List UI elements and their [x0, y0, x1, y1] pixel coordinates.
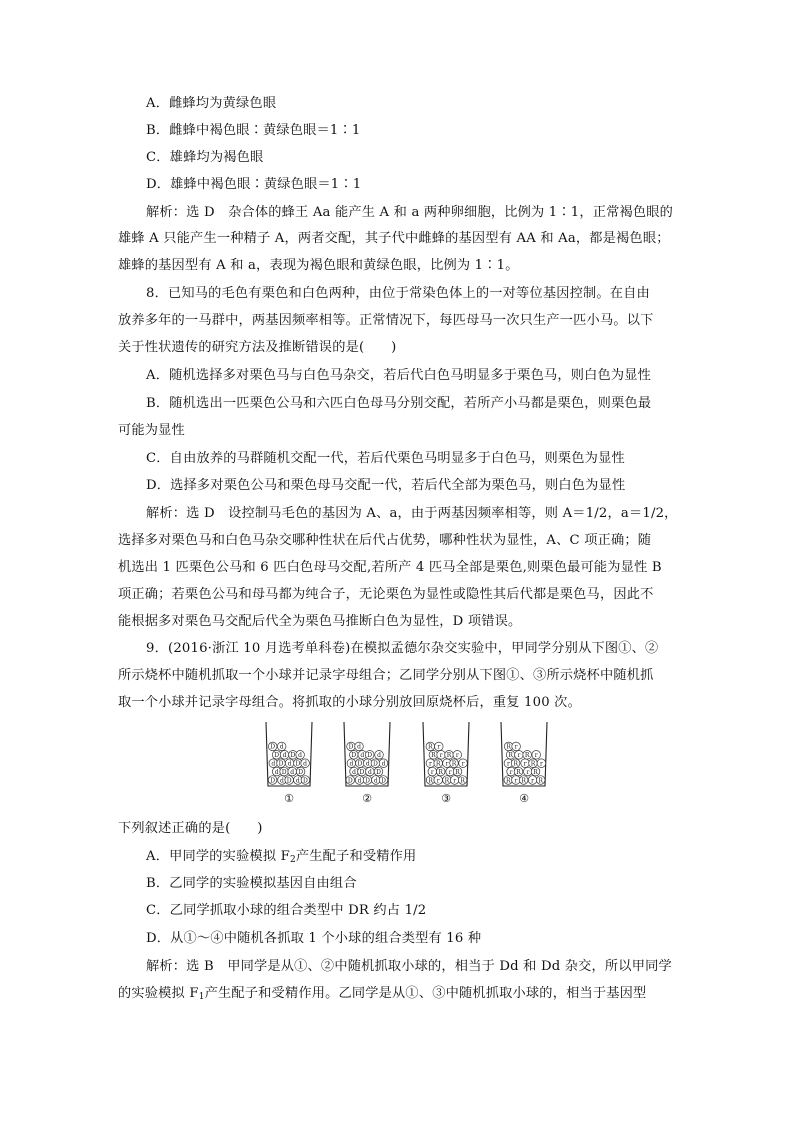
q8-analysis-line: 能根据多对栗色马交配后代全为栗色马推断白色为显性，D 项错误。 — [118, 614, 522, 629]
q9-analysis-line: 解析：选 B 甲同学是从①、②中随机抓取小球的，相当于 Dd 和 Dd 杂交，所以甲同学 — [146, 959, 672, 974]
ball-letter: d — [381, 760, 386, 768]
ball-letter: d — [365, 760, 370, 768]
ball-letter: d — [349, 760, 354, 768]
ball-letter: R — [460, 777, 465, 785]
q9-analysis-text: 的实验模拟 F — [118, 986, 199, 1001]
beaker-label: ③ — [441, 792, 451, 805]
ball-letter: D — [281, 768, 287, 776]
q9-option-a — [146, 847, 706, 870]
ball-letter: D — [270, 777, 276, 785]
ball-letter: D — [274, 752, 280, 760]
q8-analysis-line: 机选出 1 匹栗色公马和 6 匹白色母马交配,若所产 4 匹马全部是栗色,则栗色最可能为显性 B — [118, 560, 662, 575]
beaker-2 — [344, 722, 390, 805]
ball-letter: d — [373, 777, 378, 785]
ball-letter: d — [287, 760, 292, 768]
q8-option-c: C．自由放养的马群随机交配一代，若后代栗色马明显多于白色马，则栗色为显性 — [146, 451, 625, 466]
ball-letter: r — [448, 768, 452, 776]
ball-letter: R — [506, 777, 511, 785]
ball-letter: R — [533, 768, 538, 776]
ball-letter: r — [506, 760, 510, 768]
ball-letter: R — [428, 777, 433, 785]
ball-letter: d — [282, 752, 287, 760]
ball-letter: D — [270, 743, 276, 751]
ball-letter: R — [428, 743, 433, 751]
ball-letter: r — [526, 768, 530, 776]
q9-stem-line: 取一个小球并记录字母组合。将抓取的小球分别放回原烧杯后，重复 100 次。 — [118, 695, 581, 710]
ball-letter: r — [430, 768, 434, 776]
ball-letter: r — [523, 760, 527, 768]
ball-letter: R — [438, 768, 443, 776]
q7-analysis-line: 雄蜂 A 只能产生一种精子 A，两者交配，其子代中雌蜂的基因型有 AA 和 Aa，都是褐色眼； — [118, 231, 670, 246]
ball-letter: R — [506, 743, 511, 751]
ball-letter: R — [538, 777, 543, 785]
q9-stem-line: 所示烧杯中随机抓取一个小球并记录字母组合；乙同学分别从下图①、③所示烧杯中随机抓 — [118, 668, 654, 683]
q7-analysis-line: 解析：选 D 杂合体的蜂王 Aa 能产生 A 和 a 两种卵细胞，比例为 1∶1，正常褐色眼的 — [146, 205, 674, 220]
q7-option-a: A．雌蜂均为黄绿色眼 — [146, 96, 277, 111]
subscript: 1 — [198, 992, 205, 1002]
beaker-label: ① — [284, 792, 294, 805]
ball-letter: R — [455, 768, 460, 776]
beaker-1 — [266, 722, 312, 805]
ball-letter: D — [298, 768, 304, 776]
ball-letter: D — [348, 743, 354, 751]
ball-letter: D — [290, 752, 296, 760]
ball-letter: r — [453, 777, 457, 785]
ball-letter: R — [431, 752, 436, 760]
ball-letter: r — [439, 752, 443, 760]
ball-letter: r — [455, 752, 459, 760]
q9-question: 下列叙述正确的是( ) — [118, 821, 263, 836]
ball-letter: D — [351, 752, 357, 760]
ball-letter: D — [381, 777, 386, 785]
q8-analysis-line: 解析：选 D 设控制马毛色的基因为 A、a，由于两基因频率相等，则 A＝1/2，a＝1/2， — [146, 506, 678, 521]
ball-letter: D — [372, 760, 378, 768]
ball-letter: d — [295, 777, 300, 785]
ball-letter: d — [271, 760, 276, 768]
ball-letter: r — [428, 760, 432, 768]
ball-letter: R — [521, 777, 526, 785]
ball-letter: r — [517, 752, 521, 760]
ball-letter: R — [451, 760, 457, 768]
ball-letter: d — [303, 760, 308, 768]
q9-analysis-text-cont: 产生配子和受精作用。乙同学是从①、③中随机抓取小球的，相当于基因型 — [204, 986, 647, 1001]
ball-letter: d — [290, 768, 295, 776]
ball-letter: R — [530, 760, 536, 768]
ball-letter: D — [286, 777, 292, 785]
q8-option-a: A．随机选择多对栗色马与白色马杂交，若后代白色马明显多于栗色马，则白色为显性 — [146, 368, 652, 383]
ball-letter: r — [534, 752, 538, 760]
ball-letter: D — [357, 760, 363, 768]
ball-letter: r — [445, 760, 449, 768]
ball-letter: d — [279, 743, 284, 751]
ball-letter: R — [524, 752, 530, 760]
q9-option-b: B．乙同学的实验模拟基因自由组合 — [146, 876, 357, 891]
q7-analysis-line: 雄蜂的基因型有 A 和 a，表现为褐色眼和黄绿色眼，比例为 1∶1。 — [118, 258, 519, 273]
ball-letter: R — [444, 777, 450, 785]
ball-letter: R — [508, 752, 513, 760]
beaker-4 — [501, 722, 547, 805]
ball-letter: r — [437, 743, 441, 751]
ball-letter: r — [514, 743, 518, 751]
q8-option-b: B．随机选出一匹栗色公马和六匹白色母马分别交配，若所产小马都是栗色，则栗色最 — [146, 396, 652, 411]
beaker-3 — [423, 722, 469, 805]
q7-option-b: B．雌蜂中褐色眼∶黄绿色眼＝1∶1 — [146, 123, 361, 138]
ball-letter: D — [367, 752, 373, 760]
ball-letter: R — [513, 760, 518, 768]
ball-letter: D — [302, 777, 308, 785]
ball-letter: R — [435, 760, 441, 768]
ball-letter: D — [365, 777, 370, 785]
ball-letter: D — [295, 760, 301, 768]
ball-letter: r — [539, 760, 543, 768]
q8-stem-line: 8．已知马的毛色有栗色和白色两种，由位于常染色体上的一对等位基因控制。在自由 — [146, 286, 650, 301]
ball-letter: D — [278, 760, 284, 768]
beaker-figure — [262, 720, 552, 808]
ball-letter: d — [274, 768, 279, 776]
q9-option-c: C．乙同学抓取小球的组合类型中 DR 约占 1/2 — [146, 903, 427, 918]
q9-option-a-text: A．甲同学的实验模拟 F — [146, 849, 290, 864]
ball-letter: r — [436, 777, 440, 785]
q8-stem-line: 关于性状遗传的研究方法及推断错误的是( ) — [118, 340, 397, 355]
ball-letter: d — [377, 752, 381, 760]
q9-analysis-line — [118, 984, 678, 1007]
ball-letter: r — [514, 777, 518, 785]
subscript: 2 — [289, 855, 296, 865]
ball-letter: D — [376, 768, 381, 776]
ball-letter: d — [367, 768, 372, 776]
q9-option-a-text-cont: 产生配子和受精作用 — [295, 849, 417, 864]
q9-stem-line: 9．(2016·浙江 10 月选考单科卷)在模拟孟德尔杂交实验中，甲同学分别从下图①、② — [146, 641, 659, 656]
beaker-label: ② — [362, 792, 372, 805]
q8-option-d: D．选择多对栗色公马和栗色母马交配一代，若后代全部为栗色马，则白色为显性 — [146, 478, 626, 493]
ball-letter: d — [357, 743, 361, 751]
ball-letter: r — [531, 777, 535, 785]
ball-letter: d — [279, 777, 284, 785]
ball-letter: d — [357, 777, 362, 785]
beaker-label: ④ — [519, 792, 529, 805]
ball-letter: D — [359, 768, 365, 776]
q8-stem-line: 放养多年的一马群中，两基因频率相等。正常情况下，每匹母马一次只生产一匹小马。以下 — [118, 313, 654, 328]
q9-option-d: D．从①～④中随机各抓取 1 个小球的组合类型有 16 种 — [146, 931, 482, 946]
q8-option-b-cont: 可能为显性 — [118, 423, 185, 438]
ball-letter: D — [347, 777, 353, 785]
beakers-illustration — [262, 720, 552, 808]
ball-letter: r — [461, 760, 465, 768]
q8-analysis-line: 选择多对栗色马和白色马杂交哪种性状在后代占优势，哪种性状为显性，A、C 项正确；随 — [118, 533, 652, 548]
ball-letter: d — [298, 752, 303, 760]
q7-option-d: D．雄蜂中褐色眼∶黄绿色眼＝1∶1 — [146, 177, 362, 192]
ball-letter: d — [352, 768, 356, 776]
ball-letter: R — [516, 768, 521, 776]
q8-analysis-line: 项正确；若栗色公马和母马都为纯合子，无论栗色为显性或隐性其后代都是栗色马，因此不 — [118, 587, 654, 602]
ball-letter: d — [360, 752, 365, 760]
ball-letter: R — [446, 752, 452, 760]
ball-letter: r — [509, 768, 513, 776]
q7-option-c: C．雄蜂均为褐色眼 — [146, 150, 264, 165]
